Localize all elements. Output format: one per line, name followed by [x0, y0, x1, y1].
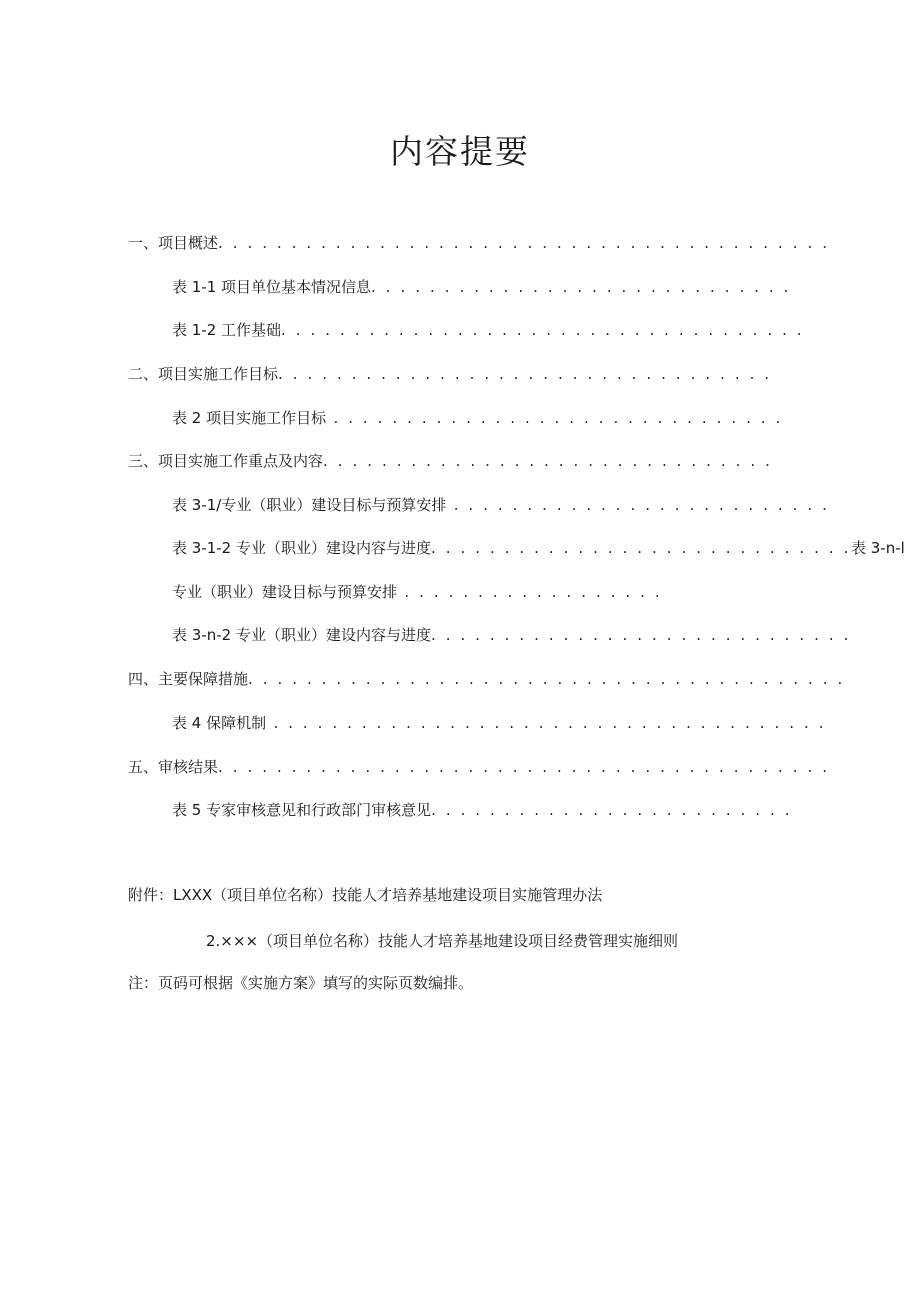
toc-entry-table-4[interactable]: [172, 713, 826, 733]
toc-entry-table-1-1[interactable]: [172, 277, 791, 297]
attachment-line-1: 附件：LXXX（项目单位名称）技能人才培养基地建设项目实施管理办法: [128, 886, 603, 904]
toc-entry-label: 二、项目实施工作目标: [128, 365, 279, 383]
toc-leader-dots: . . . . . . . . . . . . . . . . . . . . . . . . . . . . . . . . . . . . . . . . . .: [218, 758, 830, 776]
toc-entry-table-1-2[interactable]: [172, 320, 804, 340]
toc-leader-dots: . . . . . . . . . . . . . . . . . . . . . . . . . . . . . . . . . . . . . .: [266, 714, 827, 732]
attachment-line-2: 2.×××（项目单位名称）技能人才培养基地建设项目经费管理实施细则: [206, 932, 679, 950]
toc-leader-dots: . . . . . . . . . . . . . . . . . . . . . . . . . . . . . . . . . . . .: [281, 321, 805, 339]
toc-leader-dots: . . . . . . . . . . . . . . . . . . . . . . . . . . . . . . .: [326, 409, 783, 427]
toc-entry-table-5[interactable]: [172, 800, 792, 820]
toc-entry-label: 五、审核结果: [128, 758, 219, 776]
toc-entry-section-3[interactable]: [128, 451, 772, 471]
toc-entry-label: 一、项目概述: [128, 234, 219, 252]
toc-entry-label: 表 3-n-2 专业（职业）建设内容与进度: [172, 626, 431, 644]
toc-leader-dots: . . . . . . . . . . . . . . . . . . . . . . . . . .: [446, 496, 830, 514]
toc-entry-label: 专业（职业）建设目标与预算安排: [172, 583, 398, 601]
toc-entry-section-2[interactable]: [128, 364, 772, 384]
toc-entry-label: 表 5 专家审核意见和行政部门审核意见: [172, 801, 432, 819]
toc-entry-table-3-n-1[interactable]: [172, 582, 662, 602]
toc-leader-dots: . . . . . . . . . . . . . . . . . . . . . . . . . . . . . . . . . .: [278, 365, 772, 383]
toc-entry-table-3-1[interactable]: [172, 495, 829, 515]
toc-entry-table-2[interactable]: [172, 408, 783, 428]
toc-entry-label: 表 3-1-2 专业（职业）建设内容与进度: [172, 539, 431, 557]
toc-entry-label: 四、主要保障措施: [128, 670, 249, 688]
toc-leader-dots: . . . . . . . . . . . . . . . . . . . . . . . . . . . . . . . . . . . . . . . . .: [248, 670, 845, 688]
toc-entry-table-3-1-2[interactable]: [172, 538, 905, 558]
page-title: 内容提要: [390, 132, 530, 171]
toc-leader-dots: . . . . . . . . . . . . . . . . . . . . . . . . .: [431, 801, 793, 819]
toc-leader-dots: . . . . . . . . . . . . . . . . . . . . . . . . . . . . .: [430, 626, 851, 644]
toc-leader-dots: . . . . . . . . . . . . . . . . . . . . . . . . . . . . .: [371, 278, 792, 296]
toc-entry-section-1[interactable]: [128, 233, 830, 253]
toc-leader-dots: . . . . . . . . . . . . . . . . . . . . . . . . . . . . . . . . . . . . . . . . . .: [218, 234, 830, 252]
toc-leader-dots: . . . . . . . . . . . . . . . . . .: [397, 583, 663, 601]
toc-leader-dots: . . . . . . . . . . . . . . . . . . . . . . . . . . . . .: [431, 539, 851, 557]
toc-entry-label: 表 4 保障机制: [172, 714, 267, 732]
toc-entry-section-4[interactable]: [128, 669, 845, 689]
toc-entry-table-3-n-2[interactable]: [172, 625, 851, 645]
toc-entry-continuation: 表 3-n-l: [850, 539, 905, 557]
toc-entry-label: 三、项目实施工作重点及内容: [128, 452, 324, 470]
toc-entry-label: 表 1-1 项目单位基本情况信息: [172, 278, 372, 296]
toc-entry-label: 表 3-1/专业（职业）建设目标与预算安排: [172, 496, 447, 514]
toc-entry-label: 表 2 项目实施工作目标: [172, 409, 327, 427]
toc-entry-label: 表 1-2 工作基础: [172, 321, 282, 339]
toc-entry-section-5[interactable]: [128, 757, 830, 777]
page-note: 注：页码可根据《实施方案》填写的实际页数编排。: [128, 974, 474, 992]
toc-leader-dots: . . . . . . . . . . . . . . . . . . . . . . . . . . . . . . .: [323, 452, 773, 470]
